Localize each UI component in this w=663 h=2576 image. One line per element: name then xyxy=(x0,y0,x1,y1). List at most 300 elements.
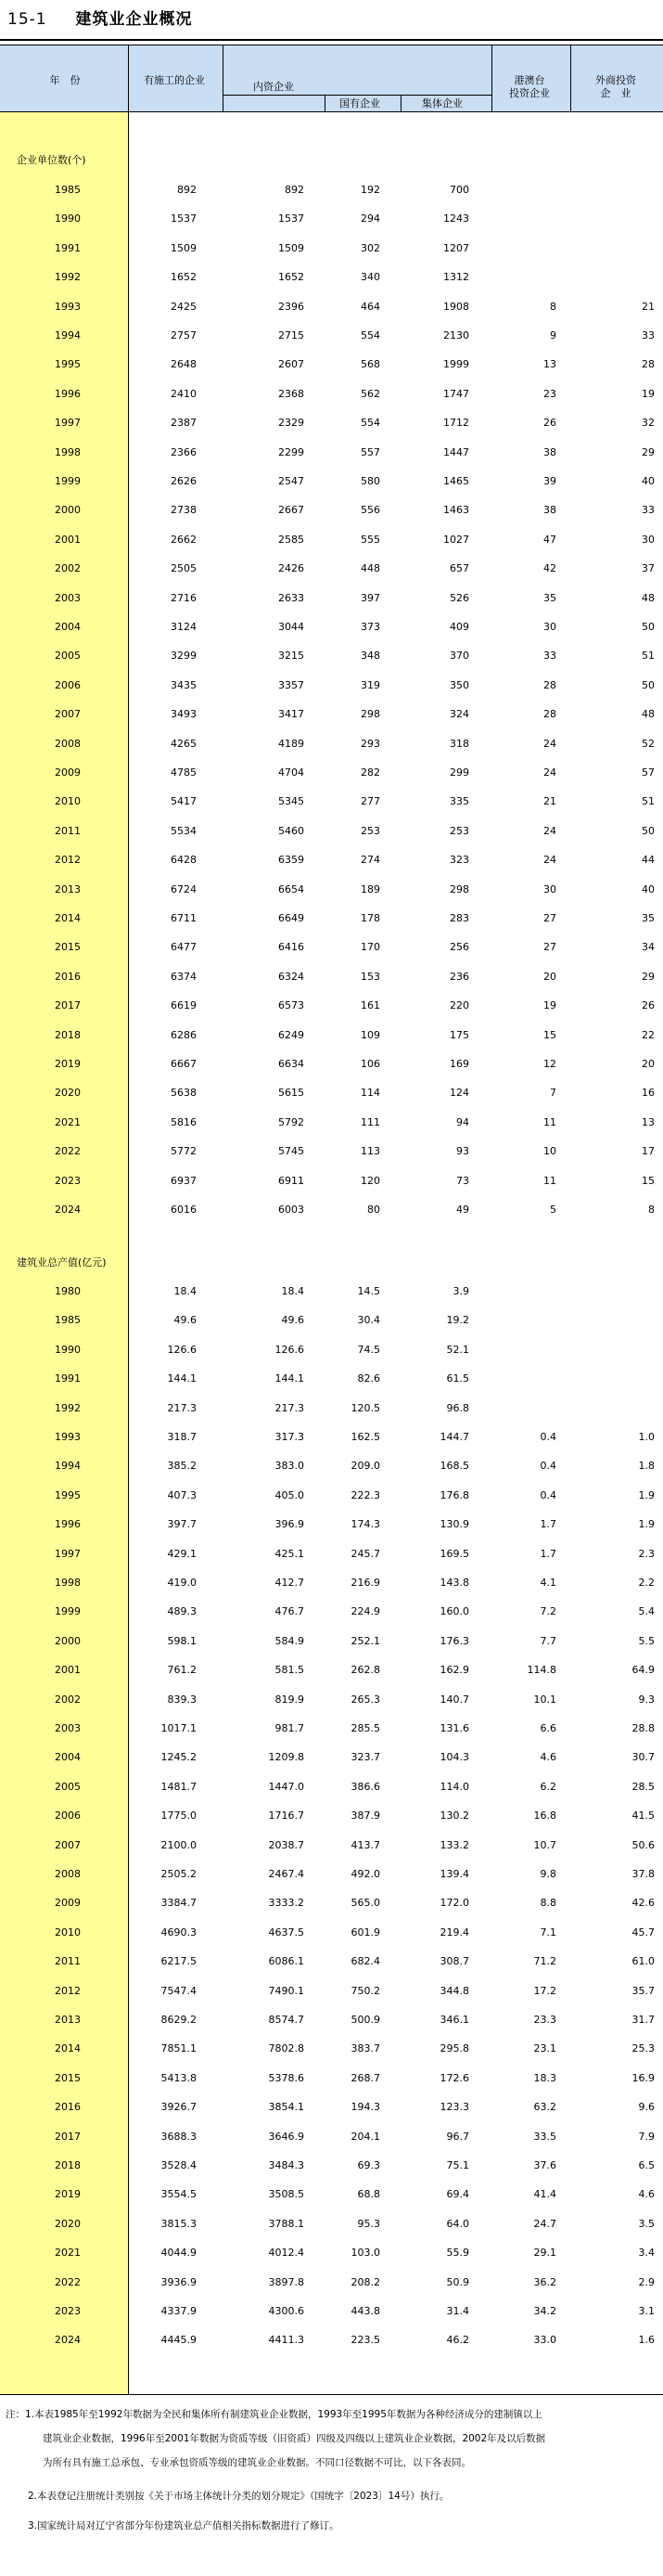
total-cell: 6477 xyxy=(171,941,197,954)
domestic-cell: 892 xyxy=(285,184,304,196)
domestic-cell: 1209.8 xyxy=(268,1751,304,1764)
state-cell: 500.9 xyxy=(351,2014,380,2026)
total-cell: 2425 xyxy=(171,300,197,313)
units-row xyxy=(0,556,663,582)
hkmt-cell: 4.1 xyxy=(540,1577,556,1589)
total-cell: 761.2 xyxy=(167,1664,197,1677)
hkmt-cell: 29.1 xyxy=(533,2247,556,2260)
total-cell: 6286 xyxy=(171,1028,197,1041)
units-row xyxy=(0,1168,663,1194)
year-cell: 2015 xyxy=(55,2071,81,2084)
state-cell: 554 xyxy=(361,417,380,430)
foreign-cell: 3.4 xyxy=(638,2247,655,2260)
collective-cell: 50.9 xyxy=(446,2275,469,2288)
section-units-label: 企业单位数(个) xyxy=(17,154,86,166)
year-cell: 2017 xyxy=(55,999,81,1012)
output-row xyxy=(0,1803,663,1829)
units-row xyxy=(0,906,663,932)
collective-cell: 1027 xyxy=(443,533,469,546)
state-cell: 580 xyxy=(361,475,380,487)
year-cell: 1995 xyxy=(55,1488,81,1501)
total-cell: 4044.9 xyxy=(160,2247,197,2260)
domestic-cell: 2368 xyxy=(278,387,304,400)
hkmt-cell: 33.0 xyxy=(533,2334,556,2347)
collective-cell: 52.1 xyxy=(446,1343,469,1356)
collective-cell: 123.3 xyxy=(440,2101,469,2114)
foreign-cell: 8 xyxy=(648,1204,655,1216)
hkmt-cell: 19 xyxy=(543,999,556,1012)
total-cell: 3299 xyxy=(171,650,197,663)
units-row xyxy=(0,934,663,960)
domestic-cell: 3417 xyxy=(278,708,304,721)
hkmt-cell: 5 xyxy=(550,1204,556,1216)
collective-cell: 370 xyxy=(450,650,469,663)
year-cell: 1985 xyxy=(55,184,81,196)
total-cell: 7851.1 xyxy=(160,2042,197,2055)
state-cell: 252.1 xyxy=(351,1634,380,1647)
year-cell: 2018 xyxy=(55,2159,81,2171)
state-cell: 277 xyxy=(361,795,380,808)
units-row xyxy=(0,643,663,669)
year-cell: 2000 xyxy=(55,1634,81,1647)
domestic-cell: 5745 xyxy=(278,1145,304,1158)
collective-cell: 176.8 xyxy=(440,1488,469,1501)
foreign-cell: 33 xyxy=(642,329,655,341)
hkmt-cell: 8.8 xyxy=(540,1897,556,1910)
domestic-cell: 3044 xyxy=(278,621,304,633)
hkmt-cell: 42 xyxy=(543,562,556,575)
output-row xyxy=(0,1774,663,1800)
domestic-cell: 2396 xyxy=(278,300,304,313)
table-bottom-line xyxy=(0,2394,663,2395)
collective-cell: 657 xyxy=(450,562,469,575)
domestic-cell: 4704 xyxy=(278,766,304,779)
state-cell: 153 xyxy=(361,970,380,983)
foreign-cell: 30 xyxy=(642,533,655,546)
year-cell: 2011 xyxy=(55,1955,81,1968)
domestic-cell: 4012.4 xyxy=(268,2247,304,2260)
collective-cell: 131.6 xyxy=(440,1722,469,1734)
units-row xyxy=(0,877,663,903)
domestic-cell: 405.0 xyxy=(274,1488,304,1501)
foreign-cell: 31.7 xyxy=(631,2014,655,2026)
units-row xyxy=(0,1023,663,1049)
collective-cell: 1447 xyxy=(443,445,469,458)
collective-cell: 324 xyxy=(450,708,469,721)
foreign-cell: 29 xyxy=(642,970,655,983)
state-cell: 565.0 xyxy=(351,1897,380,1910)
hkmt-cell: 13 xyxy=(543,358,556,371)
total-cell: 5816 xyxy=(171,1115,197,1128)
total-cell: 126.6 xyxy=(167,1343,197,1356)
year-cell: 2006 xyxy=(55,678,81,691)
collective-cell: 133.2 xyxy=(440,1838,469,1851)
foreign-cell: 33 xyxy=(642,504,655,517)
foreign-cell: 25.3 xyxy=(631,2042,655,2055)
year-cell: 2009 xyxy=(55,1897,81,1910)
total-cell: 2410 xyxy=(171,387,197,400)
hkmt-cell: 36.2 xyxy=(533,2275,556,2288)
header-divider-5 xyxy=(570,45,571,111)
note-1-line-3: 为所有具有施工总承包、专业承包资质等级的建筑业企业数据。不同口径数据不可比，以下各表同。 xyxy=(43,2457,471,2468)
hkmt-cell: 23.1 xyxy=(533,2042,556,2055)
state-cell: 109 xyxy=(361,1028,380,1041)
hkmt-cell: 12 xyxy=(543,1058,556,1070)
total-cell: 6428 xyxy=(171,854,197,867)
collective-cell: 160.0 xyxy=(440,1605,469,1618)
domestic-cell: 6359 xyxy=(278,854,304,867)
domestic-cell: 217.3 xyxy=(274,1401,304,1414)
domestic-cell: 3788.1 xyxy=(268,2217,304,2230)
hkmt-cell: 17.2 xyxy=(533,1984,556,1997)
state-cell: 216.9 xyxy=(351,1577,380,1589)
state-cell: 285.5 xyxy=(351,1722,380,1734)
domestic-cell: 4189 xyxy=(278,737,304,750)
hkmt-cell: 28 xyxy=(543,708,556,721)
collective-cell: 1999 xyxy=(443,358,469,371)
total-cell: 6016 xyxy=(171,1204,197,1216)
foreign-cell: 50 xyxy=(642,621,655,633)
units-row xyxy=(0,964,663,990)
header-hkmt: 港澳台 投资企业 xyxy=(509,74,550,99)
hkmt-cell: 6.6 xyxy=(540,1722,556,1734)
foreign-cell: 1.8 xyxy=(638,1460,655,1473)
year-cell: 1994 xyxy=(55,329,81,341)
year-cell: 2003 xyxy=(55,1722,81,1734)
collective-cell: 318 xyxy=(450,737,469,750)
hkmt-cell: 0.4 xyxy=(540,1460,556,1473)
hkmt-cell: 30 xyxy=(543,882,556,895)
domestic-cell: 584.9 xyxy=(274,1634,304,1647)
collective-cell: 3.9 xyxy=(453,1285,469,1297)
year-cell: 2002 xyxy=(55,562,81,575)
total-cell: 6724 xyxy=(171,882,197,895)
foreign-cell: 37.8 xyxy=(631,1868,655,1880)
state-cell: 111 xyxy=(361,1115,380,1128)
state-cell: 178 xyxy=(361,912,380,924)
state-cell: 253 xyxy=(361,824,380,837)
state-cell: 265.3 xyxy=(351,1693,380,1706)
state-cell: 120.5 xyxy=(351,1401,380,1414)
year-cell: 2005 xyxy=(55,650,81,663)
header-collective: 集体企业 xyxy=(422,97,463,109)
foreign-cell: 20 xyxy=(642,1058,655,1070)
state-cell: 208.2 xyxy=(351,2275,380,2288)
year-cell: 2013 xyxy=(55,882,81,895)
foreign-cell: 41.5 xyxy=(631,1810,655,1823)
note-3: 3.国家统计局对辽宁省部分年份建筑业总产值相关指标数据进行了修订。 xyxy=(28,2520,339,2531)
hkmt-cell: 10.7 xyxy=(533,1838,556,1851)
foreign-cell: 51 xyxy=(642,795,655,808)
units-row xyxy=(0,1139,663,1165)
year-cell: 2010 xyxy=(55,1926,81,1938)
collective-cell: 308.7 xyxy=(440,1955,469,1968)
hkmt-cell: 23 xyxy=(543,387,556,400)
output-row xyxy=(0,1890,663,1916)
output-row xyxy=(0,1570,663,1596)
domestic-cell: 2329 xyxy=(278,417,304,430)
state-cell: 114 xyxy=(361,1087,380,1100)
table-header xyxy=(0,45,663,111)
domestic-cell: 5615 xyxy=(278,1087,304,1100)
year-cell: 1995 xyxy=(55,358,81,371)
units-row xyxy=(0,818,663,844)
year-cell: 2014 xyxy=(55,912,81,924)
total-cell: 6667 xyxy=(171,1058,197,1070)
hkmt-cell: 6.2 xyxy=(540,1780,556,1793)
domestic-cell: 383.0 xyxy=(274,1460,304,1473)
state-cell: 82.6 xyxy=(357,1372,380,1385)
year-cell: 1993 xyxy=(55,300,81,313)
hkmt-cell: 28 xyxy=(543,678,556,691)
domestic-cell: 3357 xyxy=(278,678,304,691)
collective-cell: 335 xyxy=(450,795,469,808)
foreign-cell: 57 xyxy=(642,766,655,779)
hkmt-cell: 39 xyxy=(543,475,556,487)
total-cell: 419.0 xyxy=(167,1577,197,1589)
year-cell: 2010 xyxy=(55,795,81,808)
state-cell: 448 xyxy=(361,562,380,575)
hkmt-cell: 33.5 xyxy=(533,2130,556,2143)
units-row xyxy=(0,1080,663,1106)
output-row xyxy=(0,2007,663,2033)
hkmt-cell: 7 xyxy=(550,1087,556,1100)
total-cell: 6374 xyxy=(171,970,197,983)
year-cell: 2024 xyxy=(55,2334,81,2347)
total-cell: 2648 xyxy=(171,358,197,371)
domestic-cell: 1716.7 xyxy=(268,1810,304,1823)
output-row xyxy=(0,1949,663,1975)
year-cell: 2014 xyxy=(55,2042,81,2055)
total-cell: 3688.3 xyxy=(160,2130,197,2143)
domestic-cell: 5792 xyxy=(278,1115,304,1128)
state-cell: 223.5 xyxy=(351,2334,380,2347)
total-cell: 892 xyxy=(177,184,197,196)
collective-cell: 93 xyxy=(456,1145,469,1158)
total-cell: 2757 xyxy=(171,329,197,341)
collective-cell: 139.4 xyxy=(440,1868,469,1880)
hkmt-cell: 11 xyxy=(543,1115,556,1128)
units-row xyxy=(0,497,663,523)
year-cell: 1980 xyxy=(55,1285,81,1297)
domestic-cell: 3484.3 xyxy=(268,2159,304,2171)
foreign-cell: 21 xyxy=(642,300,655,313)
total-cell: 7547.4 xyxy=(160,1984,197,1997)
total-cell: 2626 xyxy=(171,475,197,487)
state-cell: 323.7 xyxy=(351,1751,380,1764)
output-row xyxy=(0,1424,663,1450)
domestic-cell: 5460 xyxy=(278,824,304,837)
collective-cell: 346.1 xyxy=(440,2014,469,2026)
table-title-text: 建筑业企业概况 xyxy=(75,10,193,29)
collective-cell: 19.2 xyxy=(446,1314,469,1327)
domestic-cell: 6416 xyxy=(278,941,304,954)
foreign-cell: 19 xyxy=(642,387,655,400)
hkmt-cell: 0.4 xyxy=(540,1488,556,1501)
output-row xyxy=(0,1512,663,1538)
collective-cell: 46.2 xyxy=(446,2334,469,2347)
domestic-cell: 2607 xyxy=(278,358,304,371)
year-cell: 2024 xyxy=(55,1204,81,1216)
foreign-cell: 22 xyxy=(642,1028,655,1041)
total-cell: 4265 xyxy=(171,737,197,750)
year-cell: 2020 xyxy=(55,2217,81,2230)
collective-cell: 1243 xyxy=(443,213,469,225)
output-row xyxy=(0,1716,663,1742)
total-cell: 6937 xyxy=(171,1174,197,1187)
collective-cell: 31.4 xyxy=(446,2305,469,2317)
foreign-cell: 48 xyxy=(642,591,655,604)
total-cell: 6711 xyxy=(171,912,197,924)
foreign-cell: 7.9 xyxy=(638,2130,655,2143)
year-cell: 1985 xyxy=(55,1314,81,1327)
collective-cell: 172.6 xyxy=(440,2071,469,2084)
collective-cell: 94 xyxy=(456,1115,469,1128)
foreign-cell: 48 xyxy=(642,708,655,721)
domestic-cell: 7490.1 xyxy=(268,1984,304,1997)
total-cell: 18.4 xyxy=(173,1285,197,1297)
total-cell: 1509 xyxy=(171,241,197,254)
domestic-cell: 4300.6 xyxy=(268,2305,304,2317)
hkmt-cell: 9 xyxy=(550,329,556,341)
foreign-cell: 35 xyxy=(642,912,655,924)
top-rule xyxy=(0,39,663,41)
output-row xyxy=(0,2036,663,2062)
state-cell: 383.7 xyxy=(351,2042,380,2055)
year-cell: 1998 xyxy=(55,1577,81,1589)
domestic-cell: 425.1 xyxy=(274,1547,304,1560)
year-cell: 1991 xyxy=(55,1372,81,1385)
domestic-cell: 3215 xyxy=(278,650,304,663)
year-cell: 1994 xyxy=(55,1460,81,1473)
total-cell: 2366 xyxy=(171,445,197,458)
units-row xyxy=(0,586,663,612)
collective-cell: 175 xyxy=(450,1028,469,1041)
foreign-cell: 51 xyxy=(642,650,655,663)
output-row xyxy=(0,1396,663,1422)
state-cell: 601.9 xyxy=(351,1926,380,1938)
year-cell: 2017 xyxy=(55,2130,81,2143)
hkmt-cell: 47 xyxy=(543,533,556,546)
year-cell: 2021 xyxy=(55,1115,81,1128)
hkmt-cell: 30 xyxy=(543,621,556,633)
collective-cell: 526 xyxy=(450,591,469,604)
collective-cell: 256 xyxy=(450,941,469,954)
collective-cell: 298 xyxy=(450,882,469,895)
output-row xyxy=(0,1833,663,1859)
foreign-cell: 34 xyxy=(642,941,655,954)
state-cell: 413.7 xyxy=(351,1838,380,1851)
year-cell: 2004 xyxy=(55,1751,81,1764)
state-cell: 274 xyxy=(361,854,380,867)
state-cell: 224.9 xyxy=(351,1605,380,1618)
output-row xyxy=(0,2066,663,2092)
year-cell: 2007 xyxy=(55,708,81,721)
collective-cell: 169.5 xyxy=(440,1547,469,1560)
output-row xyxy=(0,2153,663,2179)
domestic-cell: 2715 xyxy=(278,329,304,341)
foreign-cell: 5.5 xyxy=(638,1634,655,1647)
foreign-cell: 28.5 xyxy=(631,1780,655,1793)
domestic-cell: 6324 xyxy=(278,970,304,983)
collective-cell: 220 xyxy=(450,999,469,1012)
collective-cell: 409 xyxy=(450,621,469,633)
domestic-cell: 3854.1 xyxy=(268,2101,304,2114)
domestic-cell: 6573 xyxy=(278,999,304,1012)
hkmt-cell: 71.2 xyxy=(533,1955,556,1968)
foreign-cell: 16.9 xyxy=(631,2071,655,2084)
state-cell: 554 xyxy=(361,329,380,341)
units-row xyxy=(0,993,663,1019)
hkmt-cell: 24.7 xyxy=(533,2217,556,2230)
units-row xyxy=(0,352,663,378)
total-cell: 1537 xyxy=(171,213,197,225)
domestic-cell: 476.7 xyxy=(274,1605,304,1618)
state-cell: 174.3 xyxy=(351,1518,380,1531)
domestic-sub-line xyxy=(223,95,491,96)
state-cell: 373 xyxy=(361,621,380,633)
domestic-cell: 18.4 xyxy=(281,1285,304,1297)
collective-cell: 75.1 xyxy=(446,2159,469,2171)
domestic-cell: 6654 xyxy=(278,882,304,895)
hkmt-cell: 38 xyxy=(543,504,556,517)
state-cell: 68.8 xyxy=(357,2188,380,2201)
year-cell: 1992 xyxy=(55,271,81,284)
hkmt-cell: 114.8 xyxy=(527,1664,556,1677)
state-cell: 69.3 xyxy=(357,2159,380,2171)
hkmt-cell: 9.8 xyxy=(540,1868,556,1880)
state-cell: 293 xyxy=(361,737,380,750)
collective-cell: 55.9 xyxy=(446,2247,469,2260)
foreign-cell: 17 xyxy=(642,1145,655,1158)
output-row xyxy=(0,2299,663,2325)
state-cell: 492.0 xyxy=(351,1868,380,1880)
collective-cell: 283 xyxy=(450,912,469,924)
hkmt-cell: 21 xyxy=(543,795,556,808)
domestic-cell: 6649 xyxy=(278,912,304,924)
foreign-cell: 32 xyxy=(642,417,655,430)
hkmt-cell: 63.2 xyxy=(533,2101,556,2114)
year-cell: 2001 xyxy=(55,1664,81,1677)
units-row xyxy=(0,469,663,495)
foreign-cell: 3.1 xyxy=(638,2305,655,2317)
collective-cell: 1908 xyxy=(443,300,469,313)
foreign-cell: 9.6 xyxy=(638,2101,655,2114)
year-cell: 2023 xyxy=(55,1174,81,1187)
units-row xyxy=(0,527,663,553)
collective-cell: 124 xyxy=(450,1087,469,1100)
domestic-cell: 3897.8 xyxy=(268,2275,304,2288)
state-cell: 245.7 xyxy=(351,1547,380,1560)
foreign-cell: 50 xyxy=(642,824,655,837)
state-cell: 298 xyxy=(361,708,380,721)
collective-cell: 130.2 xyxy=(440,1810,469,1823)
collective-cell: 1312 xyxy=(443,271,469,284)
header-divider-4 xyxy=(491,45,492,111)
foreign-cell: 28 xyxy=(642,358,655,371)
foreign-cell: 16 xyxy=(642,1087,655,1100)
collective-cell: 140.7 xyxy=(440,1693,469,1706)
total-cell: 2387 xyxy=(171,417,197,430)
year-cell: 2003 xyxy=(55,591,81,604)
year-cell: 2022 xyxy=(55,1145,81,1158)
total-cell: 3554.5 xyxy=(160,2188,197,2201)
total-cell: 598.1 xyxy=(167,1634,197,1647)
state-cell: 106 xyxy=(361,1058,380,1070)
collective-cell: 169 xyxy=(450,1058,469,1070)
foreign-cell: 1.0 xyxy=(638,1431,655,1443)
foreign-cell: 52 xyxy=(642,737,655,750)
